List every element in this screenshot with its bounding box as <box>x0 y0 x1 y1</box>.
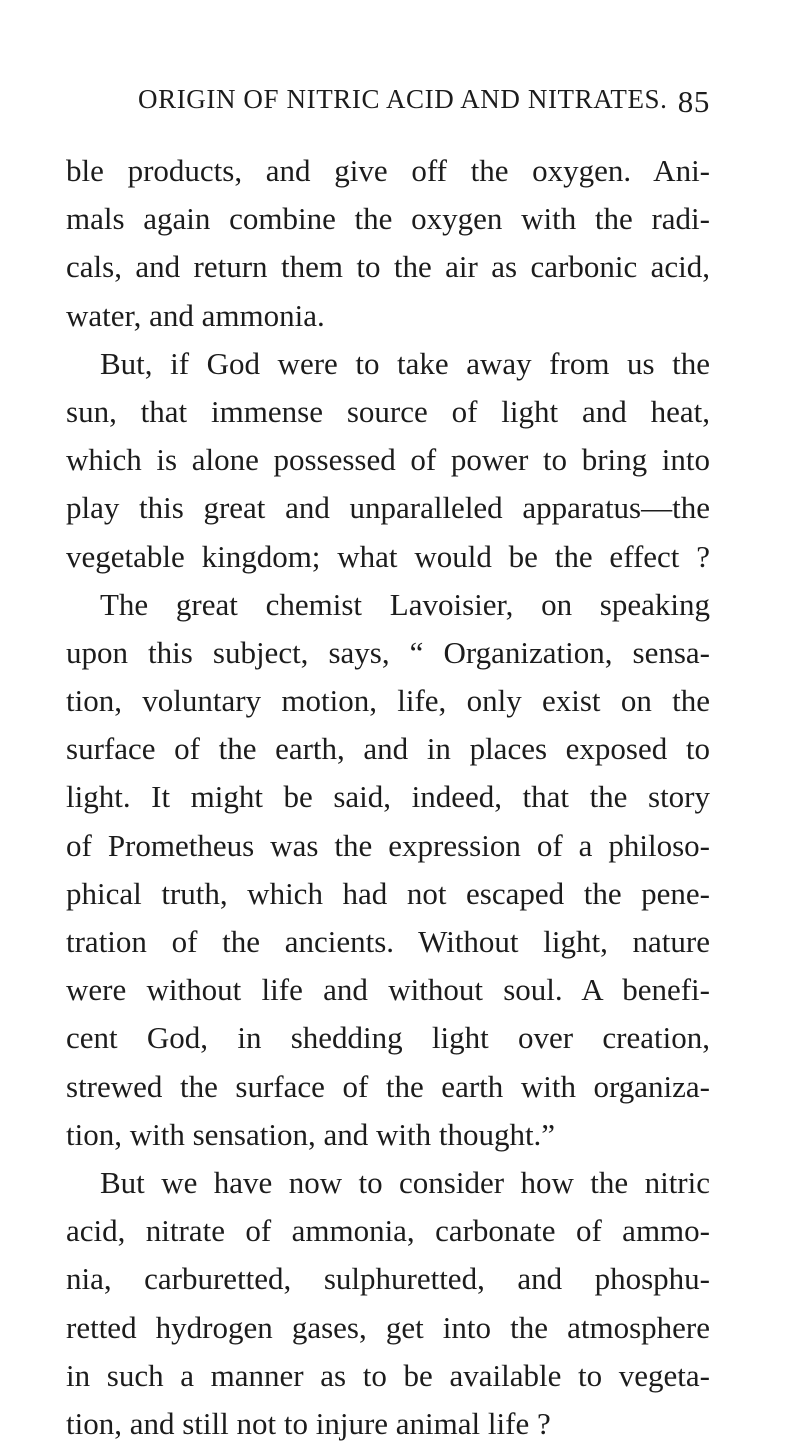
text-line: which is alone possessed of power to bring into <box>66 442 710 478</box>
text-line: tion, and still not to injure animal life ? <box>66 1405 551 1441</box>
body-text <box>66 147 710 1448</box>
text-line: tion, voluntary motion, life, only exist on the <box>66 683 710 719</box>
text-line: tion, with sensation, and with thought.” <box>66 1116 556 1152</box>
running-title: ORIGIN OF NITRIC ACID AND NITRATES. <box>138 84 668 114</box>
text-line: acid, nitrate of ammonia, carbonate of ammo- <box>66 1213 710 1249</box>
text-line: surface of the earth, and in places exposed to <box>66 731 710 767</box>
text-line: vegetable kingdom; what would be the effect ? <box>66 538 710 574</box>
text-line: retted hydrogen gases, get into the atmosphere <box>66 1309 710 1345</box>
text-line: sun, that immense source of light and heat, <box>66 393 710 429</box>
text-line: phical truth, which had not escaped the pene- <box>66 875 710 911</box>
text-line: mals again combine the oxygen with the radi- <box>66 201 710 237</box>
text-line: But we have now to consider how the nitric <box>100 1164 710 1200</box>
text-line: tration of the ancients. Without light, nature <box>66 924 710 959</box>
text-line: water, and ammonia. <box>66 297 325 333</box>
text-line: strewed the surface of the earth with organiza- <box>66 1068 710 1104</box>
text-line: The great chemist Lavoisier, on speaking <box>100 586 710 622</box>
text-line: cals, and return them to the air as carbonic acid, <box>66 249 710 285</box>
text-line: upon this subject, says, “ Organization, sensa- <box>66 634 710 670</box>
text-line: ble products, and give off the oxygen. Ani- <box>66 153 710 188</box>
text-line: of Prometheus was the expression of a philoso- <box>66 827 710 863</box>
text-line: in such a manner as to be available to vegeta- <box>66 1357 710 1393</box>
text-line: play this great and unparalleled apparatus—the <box>66 490 710 526</box>
text-line: light. It might be said, indeed, that the story <box>66 779 710 815</box>
running-head <box>138 84 710 124</box>
text-line: cent God, in shedding light over creation, <box>66 1020 710 1056</box>
text-line: were without life and without soul. A benefi- <box>66 972 710 1008</box>
text-line: But, if God were to take away from us the <box>100 345 710 381</box>
page-number: 85 <box>677 84 710 119</box>
text-line: nia, carburetted, sulphuretted, and phosphu- <box>66 1261 710 1297</box>
